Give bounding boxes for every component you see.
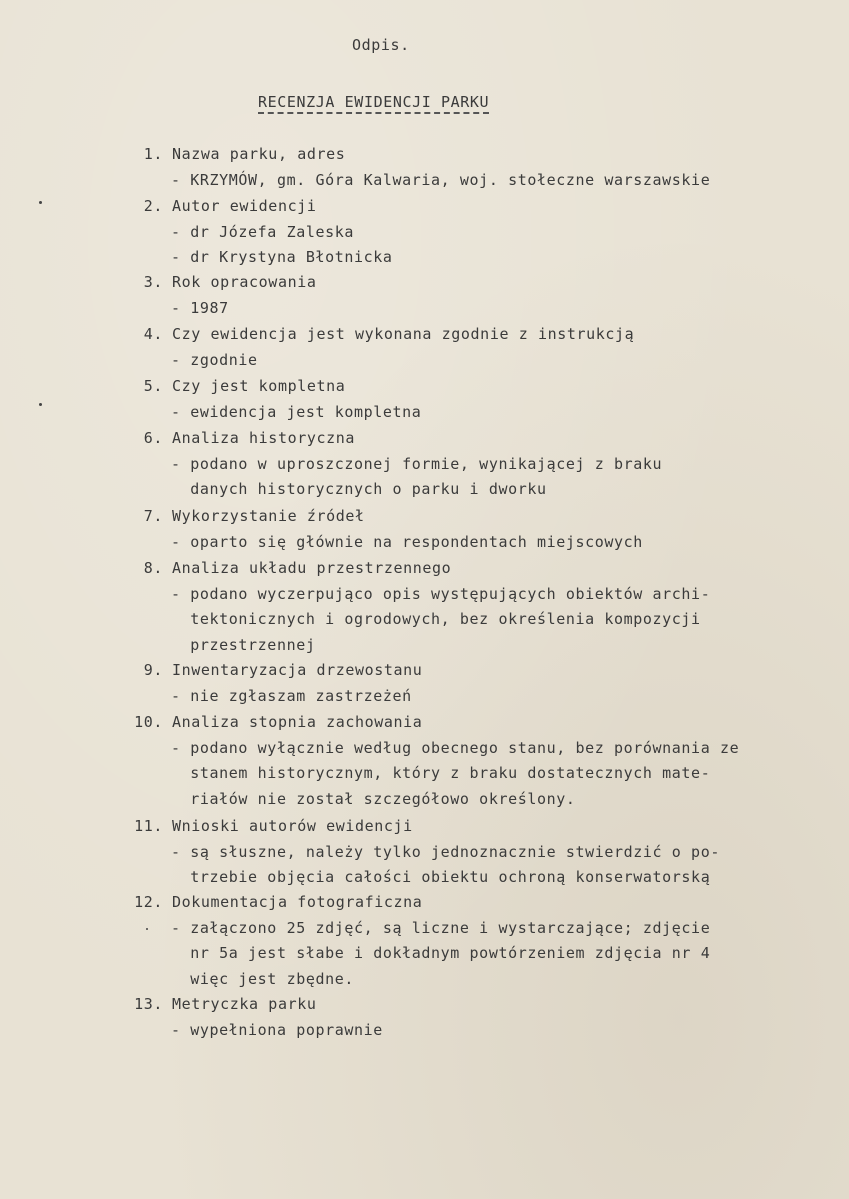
item-detail-line: - zgodnie (171, 351, 258, 369)
item-heading: Analiza układu przestrzennego (172, 559, 452, 577)
item-number: 10. (134, 713, 163, 731)
item-detail-line: - oparto się głównie na respondentach miejscowych (171, 533, 643, 551)
item-heading: Rok opracowania (172, 273, 317, 291)
item-detail-line: - KRZYMÓW, gm. Góra Kalwaria, woj. stołeczne warszawskie (171, 171, 711, 189)
binding-hole-mark (39, 201, 42, 204)
item-number: 4. (143, 325, 163, 343)
item-heading: Czy jest kompletna (172, 377, 346, 395)
item-detail-line: tektonicznych i ogrodowych, bez określenia kompozycji (171, 610, 701, 628)
item-number: 9. (143, 661, 163, 679)
item-heading: Czy ewidencja jest wykonana zgodnie z instrukcją (172, 325, 635, 343)
item-heading: Dokumentacja fotograficzna (172, 893, 423, 911)
item-detail-line: - dr Krystyna Błotnicka (171, 248, 393, 266)
item-detail-line: - podano w uproszczonej formie, wynikającej z braku (171, 455, 663, 473)
item-number: 7. (143, 507, 163, 525)
item-detail-line: - nie zgłaszam zastrzeżeń (171, 687, 412, 705)
item-number: 8. (143, 559, 163, 577)
item-number: 3. (143, 273, 163, 291)
item-number: 11. (134, 817, 163, 835)
item-number: 13. (134, 995, 163, 1013)
item-detail-line: więc jest zbędne. (171, 970, 354, 988)
item-heading: Metryczka parku (172, 995, 317, 1013)
binding-hole-mark (146, 928, 148, 930)
binding-hole-mark (39, 403, 42, 406)
item-detail-line: - dr Józefa Zaleska (171, 223, 354, 241)
document-header: Odpis. (352, 36, 410, 54)
item-heading: Autor ewidencji (172, 197, 317, 215)
item-heading: Wykorzystanie źródeł (172, 507, 365, 525)
item-detail-line: stanem historycznym, który z braku dostatecznych mate- (171, 764, 711, 782)
item-heading: Nazwa parku, adres (172, 145, 346, 163)
item-detail-line: - 1987 (171, 299, 229, 317)
item-detail-line: - załączono 25 zdjęć, są liczne i wystarczające; zdjęcie (171, 919, 711, 937)
item-number: 5. (143, 377, 163, 395)
item-detail-line: - są słuszne, należy tylko jednoznacznie stwierdzić o po- (171, 843, 720, 861)
item-detail-line: - podano wyłącznie według obecnego stanu, bez porównania ze (171, 739, 740, 757)
item-number: 6. (143, 429, 163, 447)
item-heading: Analiza historyczna (172, 429, 355, 447)
item-detail-line: - podano wyczerpująco opis występujących obiektów archi- (171, 585, 711, 603)
item-detail-line: riałów nie został szczegółowo określony. (171, 790, 576, 808)
document-title: RECENZJA EWIDENCJI PARKU (258, 93, 489, 114)
item-number: 2. (143, 197, 163, 215)
item-number: 12. (134, 893, 163, 911)
item-heading: Inwentaryzacja drzewostanu (172, 661, 423, 679)
item-number: 1. (143, 145, 163, 163)
item-detail-line: trzebie objęcia całości obiektu ochroną konserwatorską (171, 868, 711, 886)
item-detail-line: przestrzennej (171, 636, 316, 654)
item-heading: Wnioski autorów ewidencji (172, 817, 413, 835)
item-detail-line: nr 5a jest słabe i dokładnym powtórzeniem zdjęcia nr 4 (171, 944, 711, 962)
item-detail-line: - wypełniona poprawnie (171, 1021, 383, 1039)
item-detail-line: danych historycznych o parku i dworku (171, 480, 547, 498)
item-heading: Analiza stopnia zachowania (172, 713, 423, 731)
item-detail-line: - ewidencja jest kompletna (171, 403, 422, 421)
